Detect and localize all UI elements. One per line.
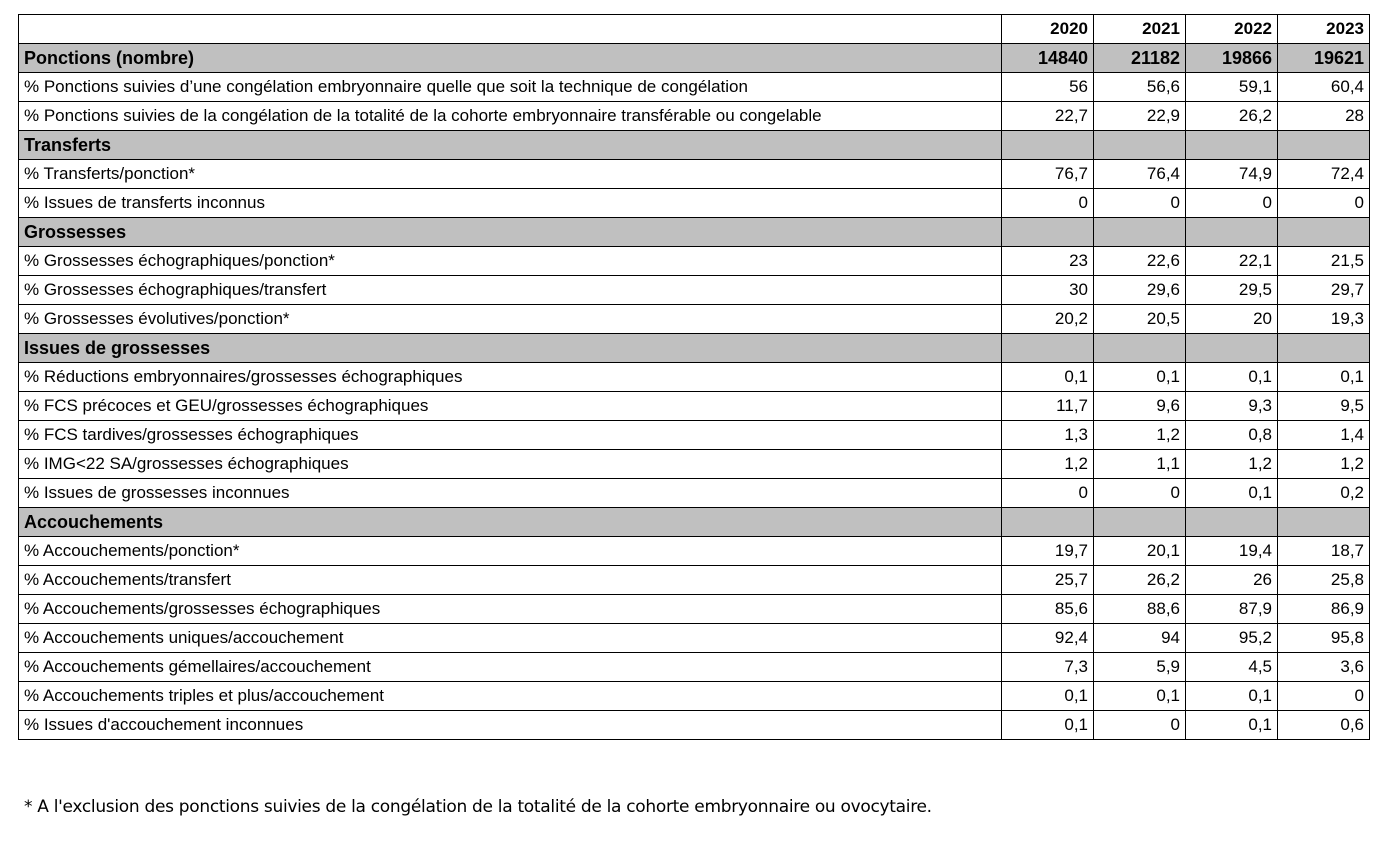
value-cell: 95,2: [1186, 624, 1278, 653]
value-cell: 18,7: [1278, 537, 1370, 566]
value-cell: 1,2: [1094, 421, 1186, 450]
row-label: % Grossesses échographiques/ponction*: [19, 247, 1002, 276]
row-label: % Accouchements gémellaires/accouchement: [19, 653, 1002, 682]
table-row: [19, 247, 1370, 276]
results-table: [18, 14, 1370, 740]
value-cell: 74,9: [1186, 160, 1278, 189]
value-cell: 11,7: [1002, 392, 1094, 421]
row-label: % FCS précoces et GEU/grossesses échographiques: [19, 392, 1002, 421]
value-cell: 23: [1002, 247, 1094, 276]
table-row: [19, 595, 1370, 624]
row-label: % Transferts/ponction*: [19, 160, 1002, 189]
value-cell: 0,6: [1278, 711, 1370, 740]
value-cell: 1,4: [1278, 421, 1370, 450]
table-row: [19, 73, 1370, 102]
value-cell: 19,3: [1278, 305, 1370, 334]
value-cell: 9,6: [1094, 392, 1186, 421]
row-label: % Accouchements/transfert: [19, 566, 1002, 595]
value-cell: 30: [1002, 276, 1094, 305]
value-cell: 56,6: [1094, 73, 1186, 102]
year-header-row: [19, 15, 1370, 44]
value-cell: 0: [1094, 479, 1186, 508]
value-cell: 0: [1278, 189, 1370, 218]
value-cell: 0,1: [1186, 711, 1278, 740]
year-header-2023: 2023: [1278, 15, 1370, 44]
section-value-cell: [1094, 131, 1186, 160]
value-cell: 21,5: [1278, 247, 1370, 276]
value-cell: 19,7: [1002, 537, 1094, 566]
table-row: [19, 363, 1370, 392]
section-value-cell: [1186, 334, 1278, 363]
value-cell: 3,6: [1278, 653, 1370, 682]
section-row-grossesses: [19, 218, 1370, 247]
row-label: % Grossesses évolutives/ponction*: [19, 305, 1002, 334]
section-value-cell: [1002, 508, 1094, 537]
value-cell: 1,1: [1094, 450, 1186, 479]
row-label: % Accouchements/grossesses échographiques: [19, 595, 1002, 624]
value-cell: 0: [1094, 189, 1186, 218]
value-cell: 29,6: [1094, 276, 1186, 305]
value-cell: 85,6: [1002, 595, 1094, 624]
year-header-2021: 2021: [1094, 15, 1186, 44]
value-cell: 1,3: [1002, 421, 1094, 450]
section-row-ponctions-nombre: [19, 44, 1370, 73]
value-cell: 22,6: [1094, 247, 1186, 276]
section-value-cell: [1002, 131, 1094, 160]
value-cell: 22,1: [1186, 247, 1278, 276]
value-cell: 0: [1186, 189, 1278, 218]
value-cell: 25,8: [1278, 566, 1370, 595]
row-label: % Accouchements triples et plus/accouchement: [19, 682, 1002, 711]
footnote: * A l'exclusion des ponctions suivies de la congélation de la totalité de la cohorte embryonnaire ou ovocytaire.: [24, 797, 932, 817]
value-cell: 0,1: [1278, 363, 1370, 392]
row-label: % IMG<22 SA/grossesses échographiques: [19, 450, 1002, 479]
value-cell: 87,9: [1186, 595, 1278, 624]
section-value-cell: [1278, 508, 1370, 537]
row-label: % Issues de transferts inconnus: [19, 189, 1002, 218]
value-cell: 9,5: [1278, 392, 1370, 421]
value-cell: 26,2: [1186, 102, 1278, 131]
table-row: [19, 653, 1370, 682]
row-label: % Grossesses échographiques/transfert: [19, 276, 1002, 305]
value-cell: 5,9: [1094, 653, 1186, 682]
section-value-cell: [1186, 131, 1278, 160]
row-label: % Ponctions suivies de la congélation de la totalité de la cohorte embryonnaire transférable ou congelable: [19, 102, 1002, 131]
section-value-cell: [1278, 334, 1370, 363]
value-cell: 0,1: [1186, 479, 1278, 508]
row-label: % Accouchements uniques/accouchement: [19, 624, 1002, 653]
value-cell: 94: [1094, 624, 1186, 653]
value-cell: 22,7: [1002, 102, 1094, 131]
value-cell: 29,7: [1278, 276, 1370, 305]
value-cell: 22,9: [1094, 102, 1186, 131]
section-value-cell: [1002, 334, 1094, 363]
row-label: % Issues de grossesses inconnues: [19, 479, 1002, 508]
value-cell: 86,9: [1278, 595, 1370, 624]
value-cell: 0: [1002, 189, 1094, 218]
table-row: [19, 624, 1370, 653]
header-blank-cell: [19, 15, 1002, 44]
results-table-container: [18, 14, 1370, 740]
section-value-cell: 21182: [1094, 44, 1186, 73]
value-cell: 0: [1278, 682, 1370, 711]
table-row: [19, 479, 1370, 508]
section-value-cell: 19866: [1186, 44, 1278, 73]
table-row: [19, 160, 1370, 189]
value-cell: 92,4: [1002, 624, 1094, 653]
row-label: % Accouchements/ponction*: [19, 537, 1002, 566]
value-cell: 0,1: [1094, 682, 1186, 711]
section-value-cell: [1094, 334, 1186, 363]
table-row: [19, 189, 1370, 218]
value-cell: 88,6: [1094, 595, 1186, 624]
section-value-cell: [1186, 508, 1278, 537]
year-header-2022: 2022: [1186, 15, 1278, 44]
year-header-2020: 2020: [1002, 15, 1094, 44]
table-row: [19, 450, 1370, 479]
section-value-cell: [1278, 218, 1370, 247]
value-cell: 56: [1002, 73, 1094, 102]
value-cell: 9,3: [1186, 392, 1278, 421]
value-cell: 1,2: [1002, 450, 1094, 479]
value-cell: 0,8: [1186, 421, 1278, 450]
value-cell: 7,3: [1002, 653, 1094, 682]
row-label: % Réductions embryonnaires/grossesses échographiques: [19, 363, 1002, 392]
value-cell: 72,4: [1278, 160, 1370, 189]
value-cell: 59,1: [1186, 73, 1278, 102]
value-cell: 0: [1002, 479, 1094, 508]
section-value-cell: 14840: [1002, 44, 1094, 73]
section-value-cell: 19621: [1278, 44, 1370, 73]
value-cell: 76,4: [1094, 160, 1186, 189]
value-cell: 76,7: [1002, 160, 1094, 189]
value-cell: 29,5: [1186, 276, 1278, 305]
value-cell: 0,1: [1002, 682, 1094, 711]
value-cell: 95,8: [1278, 624, 1370, 653]
section-row-issues-de-grossesses: [19, 334, 1370, 363]
value-cell: 0,2: [1278, 479, 1370, 508]
value-cell: 20: [1186, 305, 1278, 334]
value-cell: 28: [1278, 102, 1370, 131]
value-cell: 0: [1094, 711, 1186, 740]
section-title: Transferts: [19, 131, 1002, 160]
section-title: Issues de grossesses: [19, 334, 1002, 363]
value-cell: 25,7: [1002, 566, 1094, 595]
table-row: [19, 305, 1370, 334]
table-row: [19, 537, 1370, 566]
value-cell: 0,1: [1094, 363, 1186, 392]
row-label: % Ponctions suivies d’une congélation embryonnaire quelle que soit la technique de congélation: [19, 73, 1002, 102]
value-cell: 60,4: [1278, 73, 1370, 102]
section-value-cell: [1094, 508, 1186, 537]
table-row: [19, 102, 1370, 131]
value-cell: 20,1: [1094, 537, 1186, 566]
section-title: Grossesses: [19, 218, 1002, 247]
value-cell: 20,5: [1094, 305, 1186, 334]
section-title: Accouchements: [19, 508, 1002, 537]
value-cell: 26: [1186, 566, 1278, 595]
value-cell: 26,2: [1094, 566, 1186, 595]
value-cell: 0,1: [1186, 682, 1278, 711]
section-row-transferts: [19, 131, 1370, 160]
table-row: [19, 566, 1370, 595]
row-label: % Issues d'accouchement inconnues: [19, 711, 1002, 740]
section-value-cell: [1278, 131, 1370, 160]
table-row: [19, 276, 1370, 305]
table-row: [19, 392, 1370, 421]
section-value-cell: [1186, 218, 1278, 247]
value-cell: 1,2: [1186, 450, 1278, 479]
table-row: [19, 682, 1370, 711]
table-row: [19, 421, 1370, 450]
section-value-cell: [1002, 218, 1094, 247]
value-cell: 0,1: [1002, 363, 1094, 392]
results-table-body: [19, 15, 1370, 740]
value-cell: 4,5: [1186, 653, 1278, 682]
value-cell: 0,1: [1186, 363, 1278, 392]
value-cell: 20,2: [1002, 305, 1094, 334]
row-label: % FCS tardives/grossesses échographiques: [19, 421, 1002, 450]
section-title: Ponctions (nombre): [19, 44, 1002, 73]
section-value-cell: [1094, 218, 1186, 247]
section-row-accouchements: [19, 508, 1370, 537]
table-row: [19, 711, 1370, 740]
value-cell: 1,2: [1278, 450, 1370, 479]
value-cell: 19,4: [1186, 537, 1278, 566]
value-cell: 0,1: [1002, 711, 1094, 740]
